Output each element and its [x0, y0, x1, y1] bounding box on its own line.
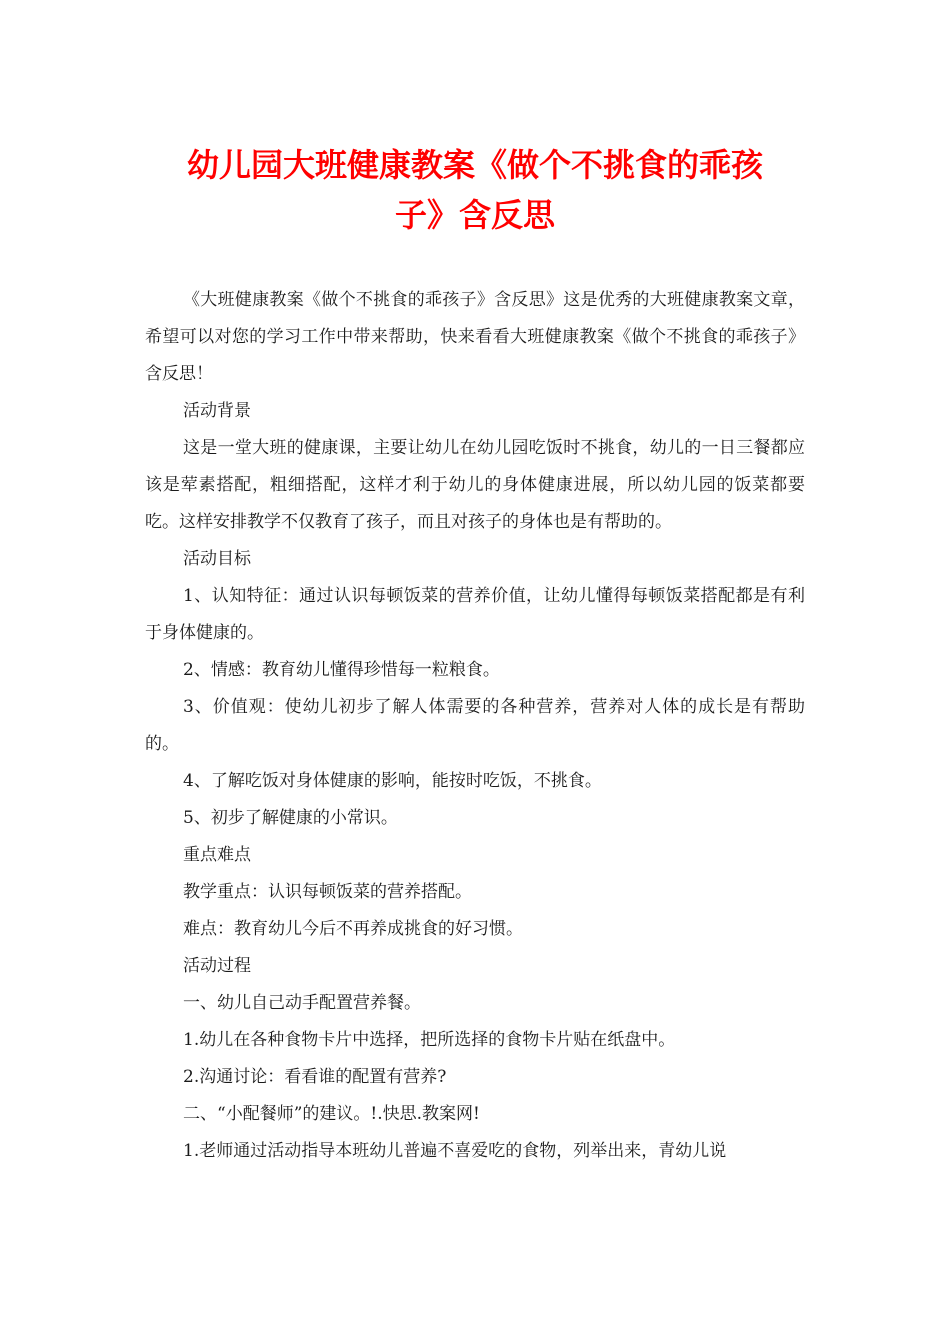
process-step-1: 一、幼儿自己动手配置营养餐。 [183, 993, 421, 1013]
goal-item-4: 4、了解吃饭对身体健康的影响，能按时吃饭，不挑食。 [183, 771, 602, 791]
title-line-1: 幼儿园大班健康教案《做个不挑食的乖孩 [186, 146, 763, 184]
goal-item-2: 2、情感：教育幼儿懂得珍惜每一粒粮食。 [183, 660, 500, 680]
goal-item-1: 1、认知特征：通过认识每顿饭菜的营养价值，让幼儿懂得每顿饭菜搭配都是有利于身体健康的。 [145, 586, 805, 643]
goal-item-3: 3、价值观：使幼儿初步了解人体需要的各种营养，营养对人体的成长是有帮助的。 [145, 697, 805, 754]
process-substep-1-2: 2.沟通讨论：看看谁的配置有营养? [183, 1067, 447, 1087]
goal-item-5: 5、初步了解健康的小常识。 [183, 808, 398, 828]
background-paragraph: 这是一堂大班的健康课，主要让幼儿在幼儿园吃饭时不挑食，幼儿的一日三餐都应该是荤素搭配，粗细搭配，这样才利于幼儿的身体健康进展，所以幼儿园的饭菜都要吃。这样安排教学不仅教育了孩子，而且对孩子的身体也是有帮助的。 [145, 438, 805, 532]
intro-paragraph: 《大班健康教案《做个不挑食的乖孩子》含反思》这是优秀的大班健康教案文章，希望可以对您的学习工作中带来帮助，快来看看大班健康教案《做个不挑食的乖孩子》含反思！ [145, 290, 805, 384]
process-substep-1-1: 1.幼儿在各种食物卡片中选择，把所选择的食物卡片贴在纸盘中。 [183, 1030, 676, 1050]
document-title [145, 140, 805, 240]
process-substep-2-1: 1.老师通过活动指导本班幼儿普遍不喜爱吃的食物，列举出来，青幼儿说 [183, 1141, 727, 1161]
section-heading-background: 活动背景 [183, 401, 251, 421]
key-point-teaching: 教学重点：认识每顿饭菜的营养搭配。 [183, 882, 472, 902]
key-point-difficulty: 难点：教育幼儿今后不再养成挑食的好习惯。 [183, 919, 523, 939]
section-heading-goals: 活动目标 [183, 549, 251, 569]
section-heading-key-points: 重点难点 [183, 845, 251, 865]
section-heading-process: 活动过程 [183, 956, 251, 976]
title-line-2: 子》含反思 [394, 196, 555, 234]
document-body [145, 282, 805, 1170]
process-step-2: 二、“小配餐师”的建议。!.快思.教案网! [183, 1104, 480, 1124]
